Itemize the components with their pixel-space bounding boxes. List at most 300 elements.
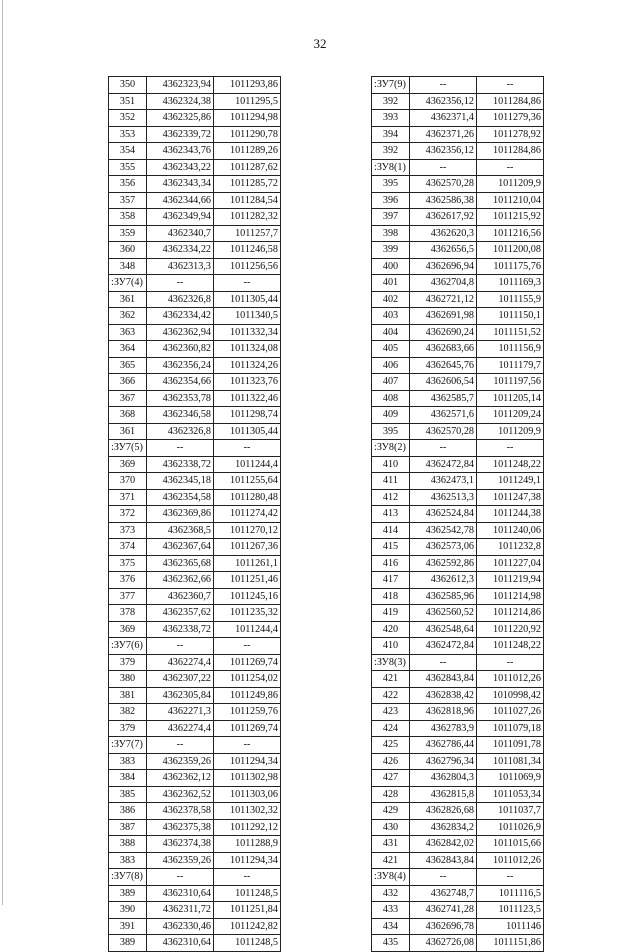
- y-coordinate-cell: 1011245,16: [214, 588, 281, 605]
- coordinate-row: [372, 275, 544, 292]
- x-coordinate-cell: 4362339,72: [147, 126, 214, 143]
- coordinate-row: [109, 390, 281, 407]
- y-coordinate-cell: 1011027,26: [477, 704, 544, 721]
- y-coordinate-cell: 1011261,1: [214, 555, 281, 572]
- point-number-cell: 428: [372, 786, 410, 803]
- point-number-cell: 360: [109, 242, 147, 259]
- point-number-cell: 351: [109, 93, 147, 110]
- coordinate-row: [372, 621, 544, 638]
- x-coordinate-cell: 4362360,7: [147, 588, 214, 605]
- y-coordinate-cell: 1011303,06: [214, 786, 281, 803]
- coordinate-row: [372, 341, 544, 358]
- coordinate-row: [109, 803, 281, 820]
- y-coordinate-cell: 1011244,4: [214, 456, 281, 473]
- x-coordinate-cell: 4362704,8: [410, 275, 477, 292]
- coordinate-row: [372, 935, 544, 952]
- y-coordinate-cell: --: [477, 440, 544, 457]
- point-number-cell: 356: [109, 176, 147, 193]
- x-coordinate-cell: --: [410, 77, 477, 94]
- x-coordinate-cell: 4362472,84: [410, 638, 477, 655]
- coordinate-row: [372, 539, 544, 556]
- x-coordinate-cell: 4362338,72: [147, 456, 214, 473]
- y-coordinate-cell: 1011053,34: [477, 786, 544, 803]
- y-coordinate-cell: 1011175,76: [477, 258, 544, 275]
- x-coordinate-cell: 4362472,84: [410, 456, 477, 473]
- coordinate-row: [109, 192, 281, 209]
- x-coordinate-cell: 4362371,4: [410, 110, 477, 127]
- point-number-cell: 423: [372, 704, 410, 721]
- x-coordinate-cell: 4362354,66: [147, 374, 214, 391]
- coordinate-row: [109, 935, 281, 952]
- y-coordinate-cell: 1011289,26: [214, 143, 281, 160]
- x-coordinate-cell: 4362353,78: [147, 390, 214, 407]
- coordinate-row: [372, 209, 544, 226]
- coordinate-row: [372, 110, 544, 127]
- y-coordinate-cell: 1011156,9: [477, 341, 544, 358]
- x-coordinate-cell: 4362343,22: [147, 159, 214, 176]
- y-coordinate-cell: 1011091,78: [477, 737, 544, 754]
- point-number-cell: 353: [109, 126, 147, 143]
- point-number-cell: 378: [109, 605, 147, 622]
- point-number-cell: 388: [109, 836, 147, 853]
- coordinate-row: [109, 506, 281, 523]
- point-number-cell: 426: [372, 753, 410, 770]
- y-coordinate-cell: 1011069,9: [477, 770, 544, 787]
- point-number-cell: 393: [372, 110, 410, 127]
- coordinate-row: [109, 918, 281, 935]
- coordinate-row: [372, 126, 544, 143]
- coordinate-row: [109, 341, 281, 358]
- x-coordinate-cell: 4362307,22: [147, 671, 214, 688]
- coordinate-row: [372, 258, 544, 275]
- y-coordinate-cell: 1011248,22: [477, 456, 544, 473]
- point-number-cell: 411: [372, 473, 410, 490]
- point-number-cell: 397: [372, 209, 410, 226]
- y-coordinate-cell: 1011248,22: [477, 638, 544, 655]
- coordinate-row: [372, 588, 544, 605]
- y-coordinate-cell: 1011012,26: [477, 671, 544, 688]
- coordinate-row: [372, 423, 544, 440]
- point-number-cell: 410: [372, 456, 410, 473]
- point-number-cell: 366: [109, 374, 147, 391]
- y-coordinate-cell: 1011269,74: [214, 654, 281, 671]
- point-number-cell: 421: [372, 852, 410, 869]
- point-number-cell: 385: [109, 786, 147, 803]
- y-coordinate-cell: 1011209,9: [477, 176, 544, 193]
- point-number-cell: 407: [372, 374, 410, 391]
- x-coordinate-cell: 4362330,46: [147, 918, 214, 935]
- y-coordinate-cell: 1011146: [477, 918, 544, 935]
- x-coordinate-cell: 4362371,26: [410, 126, 477, 143]
- x-coordinate-cell: 4362585,96: [410, 588, 477, 605]
- y-coordinate-cell: 1011288,9: [214, 836, 281, 853]
- y-coordinate-cell: 1011209,9: [477, 423, 544, 440]
- x-coordinate-cell: 4362571,6: [410, 407, 477, 424]
- x-coordinate-cell: 4362349,94: [147, 209, 214, 226]
- x-coordinate-cell: 4362310,64: [147, 935, 214, 952]
- coordinates-table-right: [371, 76, 544, 952]
- point-number-cell: 369: [109, 456, 147, 473]
- y-coordinate-cell: 1011151,52: [477, 324, 544, 341]
- point-number-cell: 361: [109, 291, 147, 308]
- y-coordinate-cell: 1011116,5: [477, 885, 544, 902]
- coordinate-row: [109, 885, 281, 902]
- coordinate-row: [109, 110, 281, 127]
- x-coordinate-cell: 4362334,22: [147, 242, 214, 259]
- point-number-cell: 392: [372, 93, 410, 110]
- point-number-cell: 379: [109, 720, 147, 737]
- y-coordinate-cell: 1011249,86: [214, 687, 281, 704]
- point-number-cell: 348: [109, 258, 147, 275]
- point-number-cell: 364: [109, 341, 147, 358]
- y-coordinate-cell: 1011123,5: [477, 902, 544, 919]
- point-number-cell: 376: [109, 572, 147, 589]
- coordinate-row: [109, 786, 281, 803]
- x-coordinate-cell: 4362326,8: [147, 423, 214, 440]
- x-coordinate-cell: --: [410, 159, 477, 176]
- x-coordinate-cell: 4362375,38: [147, 819, 214, 836]
- x-coordinate-cell: --: [410, 440, 477, 457]
- section-header-row: [372, 77, 544, 94]
- x-coordinate-cell: 4362305,84: [147, 687, 214, 704]
- point-number-cell: 406: [372, 357, 410, 374]
- x-coordinate-cell: 4362343,34: [147, 176, 214, 193]
- x-coordinate-cell: 4362815,8: [410, 786, 477, 803]
- coordinate-row: [109, 539, 281, 556]
- x-coordinate-cell: 4362696,94: [410, 258, 477, 275]
- x-coordinate-cell: 4362340,7: [147, 225, 214, 242]
- coordinate-row: [109, 473, 281, 490]
- coordinate-row: [372, 522, 544, 539]
- point-number-cell: 350: [109, 77, 147, 94]
- x-coordinate-cell: 4362313,3: [147, 258, 214, 275]
- y-coordinate-cell: --: [477, 77, 544, 94]
- y-coordinate-cell: 1011248,5: [214, 935, 281, 952]
- y-coordinate-cell: 1011293,86: [214, 77, 281, 94]
- y-coordinate-cell: 1011294,34: [214, 852, 281, 869]
- x-coordinate-cell: 4362274,4: [147, 654, 214, 671]
- coordinate-row: [109, 555, 281, 572]
- point-number-cell: 430: [372, 819, 410, 836]
- x-coordinate-cell: 4362612,3: [410, 572, 477, 589]
- y-coordinate-cell: 1011244,4: [214, 621, 281, 638]
- y-coordinate-cell: 1011209,24: [477, 407, 544, 424]
- x-coordinate-cell: 4362741,28: [410, 902, 477, 919]
- x-coordinate-cell: 4362369,86: [147, 506, 214, 523]
- y-coordinate-cell: 1011285,72: [214, 176, 281, 193]
- y-coordinate-cell: 1011210,04: [477, 192, 544, 209]
- point-number-cell: 352: [109, 110, 147, 127]
- point-number-cell: 403: [372, 308, 410, 325]
- x-coordinate-cell: 4362818,96: [410, 704, 477, 721]
- coordinate-row: [109, 159, 281, 176]
- point-number-cell: 372: [109, 506, 147, 523]
- y-coordinate-cell: 1011012,26: [477, 852, 544, 869]
- point-number-cell: :ЗУ8(3): [372, 654, 410, 671]
- coordinate-row: [372, 357, 544, 374]
- coordinate-row: [372, 291, 544, 308]
- coordinate-row: [109, 605, 281, 622]
- section-header-row: [372, 440, 544, 457]
- section-header-row: [109, 737, 281, 754]
- x-coordinate-cell: 4362585,7: [410, 390, 477, 407]
- point-number-cell: 395: [372, 423, 410, 440]
- coordinate-row: [372, 456, 544, 473]
- y-coordinate-cell: 1011287,62: [214, 159, 281, 176]
- point-number-cell: 355: [109, 159, 147, 176]
- y-coordinate-cell: 1011015,66: [477, 836, 544, 853]
- point-number-cell: 359: [109, 225, 147, 242]
- coordinate-row: [109, 291, 281, 308]
- y-coordinate-cell: 1011235,32: [214, 605, 281, 622]
- y-coordinate-cell: --: [477, 159, 544, 176]
- point-number-cell: :ЗУ7(5): [109, 440, 147, 457]
- coordinate-row: [109, 143, 281, 160]
- y-coordinate-cell: 1011249,1: [477, 473, 544, 490]
- coordinate-row: [372, 852, 544, 869]
- coordinate-row: [372, 407, 544, 424]
- x-coordinate-cell: 4362360,82: [147, 341, 214, 358]
- point-number-cell: 399: [372, 242, 410, 259]
- point-number-cell: 367: [109, 390, 147, 407]
- y-coordinate-cell: 1011305,44: [214, 423, 281, 440]
- y-coordinate-cell: 1011294,34: [214, 753, 281, 770]
- coordinate-row: [372, 605, 544, 622]
- y-coordinate-cell: 1011150,1: [477, 308, 544, 325]
- y-coordinate-cell: --: [214, 638, 281, 655]
- y-coordinate-cell: 1011298,74: [214, 407, 281, 424]
- x-coordinate-cell: 4362356,12: [410, 143, 477, 160]
- y-coordinate-cell: 1011294,98: [214, 110, 281, 127]
- x-coordinate-cell: 4362617,92: [410, 209, 477, 226]
- point-number-cell: :ЗУ7(6): [109, 638, 147, 655]
- y-coordinate-cell: 1011257,7: [214, 225, 281, 242]
- x-coordinate-cell: 4362804,3: [410, 770, 477, 787]
- x-coordinate-cell: --: [410, 654, 477, 671]
- coordinate-row: [372, 687, 544, 704]
- y-coordinate-cell: 1011269,74: [214, 720, 281, 737]
- coordinate-row: [372, 836, 544, 853]
- point-number-cell: 383: [109, 852, 147, 869]
- point-number-cell: 375: [109, 555, 147, 572]
- section-header-row: [372, 159, 544, 176]
- x-coordinate-cell: 4362362,52: [147, 786, 214, 803]
- y-coordinate-cell: 1011215,92: [477, 209, 544, 226]
- coordinates-table-left: [108, 76, 281, 952]
- coordinate-row: [109, 93, 281, 110]
- x-coordinate-cell: 4362356,24: [147, 357, 214, 374]
- coordinate-row: [372, 819, 544, 836]
- y-coordinate-cell: 1011251,46: [214, 572, 281, 589]
- x-coordinate-cell: 4362586,38: [410, 192, 477, 209]
- x-coordinate-cell: 4362826,68: [410, 803, 477, 820]
- y-coordinate-cell: 1011340,5: [214, 308, 281, 325]
- point-number-cell: 358: [109, 209, 147, 226]
- coordinate-row: [109, 654, 281, 671]
- y-coordinate-cell: --: [214, 869, 281, 886]
- point-number-cell: 433: [372, 902, 410, 919]
- coordinate-row: [372, 225, 544, 242]
- coordinate-row: [109, 324, 281, 341]
- y-coordinate-cell: 1011219,94: [477, 572, 544, 589]
- x-coordinate-cell: 4362696,78: [410, 918, 477, 935]
- coordinate-row: [372, 308, 544, 325]
- y-coordinate-cell: --: [477, 869, 544, 886]
- x-coordinate-cell: 4362606,54: [410, 374, 477, 391]
- x-coordinate-cell: 4362834,2: [410, 819, 477, 836]
- y-coordinate-cell: 1011322,46: [214, 390, 281, 407]
- y-coordinate-cell: 1011302,98: [214, 770, 281, 787]
- x-coordinate-cell: 4362365,68: [147, 555, 214, 572]
- x-coordinate-cell: 4362378,58: [147, 803, 214, 820]
- point-number-cell: 373: [109, 522, 147, 539]
- x-coordinate-cell: 4362570,28: [410, 423, 477, 440]
- point-number-cell: 421: [372, 671, 410, 688]
- y-coordinate-cell: 1011151,86: [477, 935, 544, 952]
- point-number-cell: 377: [109, 588, 147, 605]
- y-coordinate-cell: 1011205,14: [477, 390, 544, 407]
- x-coordinate-cell: 4362344,66: [147, 192, 214, 209]
- y-coordinate-cell: 1011267,36: [214, 539, 281, 556]
- coordinate-row: [109, 704, 281, 721]
- point-number-cell: 365: [109, 357, 147, 374]
- x-coordinate-cell: --: [147, 638, 214, 655]
- coordinate-row: [109, 176, 281, 193]
- y-coordinate-cell: 1011284,86: [477, 93, 544, 110]
- y-coordinate-cell: --: [214, 275, 281, 292]
- coordinate-row: [372, 753, 544, 770]
- y-coordinate-cell: 1011254,02: [214, 671, 281, 688]
- x-coordinate-cell: 4362367,64: [147, 539, 214, 556]
- coordinate-row: [109, 687, 281, 704]
- x-coordinate-cell: 4362843,84: [410, 671, 477, 688]
- x-coordinate-cell: 4362473,1: [410, 473, 477, 490]
- coordinate-row: [109, 126, 281, 143]
- y-coordinate-cell: 1011197,56: [477, 374, 544, 391]
- coordinate-row: [109, 753, 281, 770]
- point-number-cell: 410: [372, 638, 410, 655]
- y-coordinate-cell: 1011244,38: [477, 506, 544, 523]
- point-number-cell: 354: [109, 143, 147, 160]
- y-coordinate-cell: 1011155,9: [477, 291, 544, 308]
- x-coordinate-cell: 4362356,12: [410, 93, 477, 110]
- point-number-cell: :ЗУ7(4): [109, 275, 147, 292]
- y-coordinate-cell: 1011255,64: [214, 473, 281, 490]
- coordinate-row: [372, 671, 544, 688]
- point-number-cell: 419: [372, 605, 410, 622]
- section-header-row: [109, 638, 281, 655]
- point-number-cell: 387: [109, 819, 147, 836]
- x-coordinate-cell: 4362656,5: [410, 242, 477, 259]
- x-coordinate-cell: 4362513,3: [410, 489, 477, 506]
- x-coordinate-cell: 4362524,84: [410, 506, 477, 523]
- point-number-cell: 384: [109, 770, 147, 787]
- y-coordinate-cell: 1011259,76: [214, 704, 281, 721]
- coordinate-row: [109, 456, 281, 473]
- x-coordinate-cell: 4362362,66: [147, 572, 214, 589]
- point-number-cell: 405: [372, 341, 410, 358]
- x-coordinate-cell: 4362592,86: [410, 555, 477, 572]
- x-coordinate-cell: 4362326,8: [147, 291, 214, 308]
- x-coordinate-cell: --: [147, 737, 214, 754]
- x-coordinate-cell: 4362310,64: [147, 885, 214, 902]
- point-number-cell: 374: [109, 539, 147, 556]
- coordinate-row: [109, 836, 281, 853]
- x-coordinate-cell: --: [147, 275, 214, 292]
- y-coordinate-cell: 1011247,38: [477, 489, 544, 506]
- coordinate-row: [372, 192, 544, 209]
- y-coordinate-cell: 1011274,42: [214, 506, 281, 523]
- y-coordinate-cell: 1011079,18: [477, 720, 544, 737]
- y-coordinate-cell: 1011251,84: [214, 902, 281, 919]
- x-coordinate-cell: 4362362,94: [147, 324, 214, 341]
- point-number-cell: 380: [109, 671, 147, 688]
- y-coordinate-cell: 1011169,3: [477, 275, 544, 292]
- x-coordinate-cell: 4362311,72: [147, 902, 214, 919]
- y-coordinate-cell: 1011332,34: [214, 324, 281, 341]
- x-coordinate-cell: 4362721,12: [410, 291, 477, 308]
- x-coordinate-cell: 4362838,42: [410, 687, 477, 704]
- x-coordinate-cell: 4362362,12: [147, 770, 214, 787]
- x-coordinate-cell: --: [147, 440, 214, 457]
- y-coordinate-cell: 1011026,9: [477, 819, 544, 836]
- point-number-cell: 379: [109, 654, 147, 671]
- point-number-cell: 381: [109, 687, 147, 704]
- point-number-cell: 394: [372, 126, 410, 143]
- coordinate-row: [372, 93, 544, 110]
- point-number-cell: 396: [372, 192, 410, 209]
- x-coordinate-cell: 4362573,06: [410, 539, 477, 556]
- x-coordinate-cell: 4362334,42: [147, 308, 214, 325]
- point-number-cell: :ЗУ7(9): [372, 77, 410, 94]
- y-coordinate-cell: 1011227,04: [477, 555, 544, 572]
- coordinate-row: [109, 522, 281, 539]
- y-coordinate-cell: 1011324,08: [214, 341, 281, 358]
- y-coordinate-cell: 1011278,92: [477, 126, 544, 143]
- y-coordinate-cell: 1011232,8: [477, 539, 544, 556]
- point-number-cell: 425: [372, 737, 410, 754]
- y-coordinate-cell: 1011200,08: [477, 242, 544, 259]
- coordinate-row: [372, 720, 544, 737]
- scan-edge-line: [2, 0, 3, 905]
- x-coordinate-cell: 4362359,26: [147, 753, 214, 770]
- point-number-cell: 434: [372, 918, 410, 935]
- coordinate-row: [109, 572, 281, 589]
- y-coordinate-cell: 1011280,48: [214, 489, 281, 506]
- x-coordinate-cell: 4362842,02: [410, 836, 477, 853]
- point-number-cell: :ЗУ7(7): [109, 737, 147, 754]
- point-number-cell: 389: [109, 885, 147, 902]
- coordinate-row: [372, 324, 544, 341]
- y-coordinate-cell: 1011081,34: [477, 753, 544, 770]
- coordinate-row: [372, 143, 544, 160]
- point-number-cell: 402: [372, 291, 410, 308]
- coordinate-row: [109, 374, 281, 391]
- x-coordinate-cell: 4362748,7: [410, 885, 477, 902]
- point-number-cell: :ЗУ8(2): [372, 440, 410, 457]
- x-coordinate-cell: 4362570,28: [410, 176, 477, 193]
- point-number-cell: 363: [109, 324, 147, 341]
- point-number-cell: 392: [372, 143, 410, 160]
- x-coordinate-cell: 4362783,9: [410, 720, 477, 737]
- point-number-cell: 382: [109, 704, 147, 721]
- point-number-cell: 386: [109, 803, 147, 820]
- x-coordinate-cell: 4362843,84: [410, 852, 477, 869]
- x-coordinate-cell: --: [410, 869, 477, 886]
- x-coordinate-cell: 4362357,62: [147, 605, 214, 622]
- y-coordinate-cell: 1011302,32: [214, 803, 281, 820]
- coordinate-row: [109, 902, 281, 919]
